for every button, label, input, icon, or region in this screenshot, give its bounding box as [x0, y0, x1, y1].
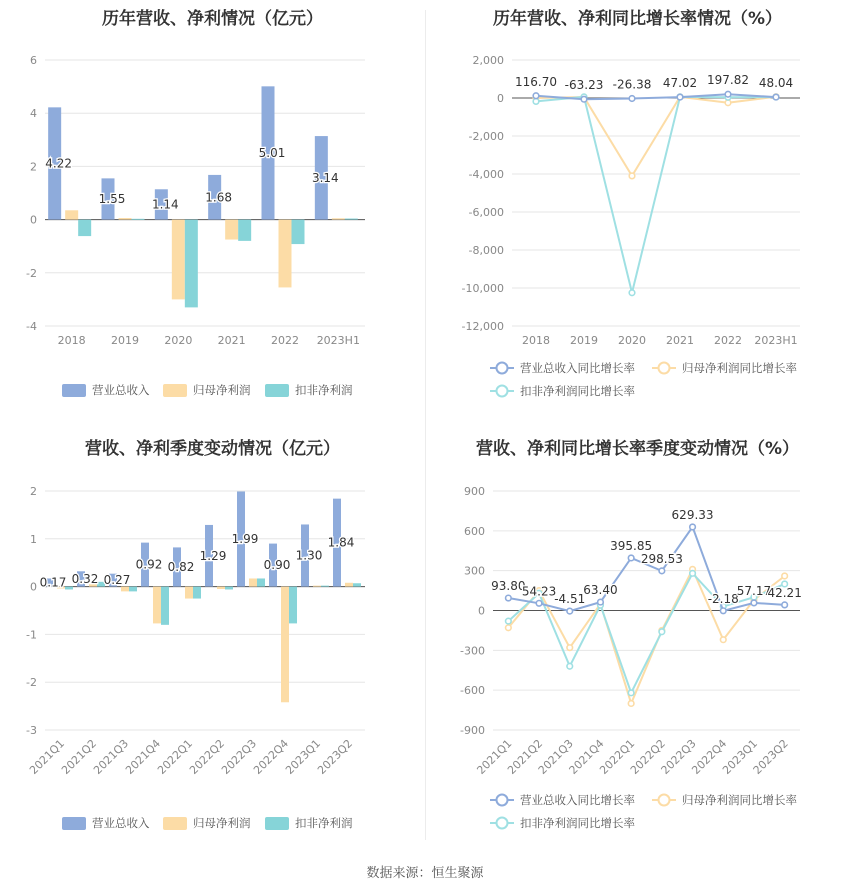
legend-marker: [659, 795, 670, 806]
x-tick-label: 2023H1: [316, 334, 360, 347]
bar-net-profit: [185, 587, 193, 599]
x-tick-label: 2021Q1: [27, 736, 68, 777]
quarterly-revenue-profit-panel: [0, 430, 425, 860]
series-point-0: [773, 94, 779, 100]
series-point-0: [677, 94, 683, 100]
series-point-0: [567, 608, 573, 614]
series-point-2: [506, 618, 512, 624]
line-value-label: 54.23: [521, 584, 557, 599]
line-value-label: -2.18: [707, 591, 739, 606]
x-tick-label: 2018: [57, 334, 86, 347]
y-tick-label: 0: [30, 580, 37, 594]
bar-value-label: 1.68: [205, 190, 233, 205]
quarterly-growth-panel: [425, 430, 850, 860]
series-point-0: [751, 600, 757, 606]
x-tick-label: 2022Q2: [187, 736, 228, 777]
y-tick-label: -6,000: [468, 206, 504, 219]
x-tick-label: 2018: [522, 334, 550, 347]
x-tick-label: 2023H1: [754, 334, 798, 347]
chart-title: 历年营收、净利情况（亿元）: [102, 9, 323, 29]
y-tick-label: 900: [464, 485, 485, 498]
legend-swatch: [163, 384, 187, 397]
x-tick-label: 2023Q2: [315, 736, 356, 777]
series-point-0: [782, 602, 788, 608]
x-tick-label: 2019: [111, 334, 139, 347]
legend-label: 扣非净利润: [295, 383, 353, 397]
series-point-1: [782, 573, 788, 579]
x-tick-label: 2022: [271, 334, 299, 347]
y-tick-label: 300: [464, 564, 485, 578]
quarterly-growth-chart: [425, 430, 850, 860]
y-tick-label: 0: [497, 92, 504, 105]
annual-growth-chart: [425, 0, 850, 430]
x-tick-label: 2021Q4: [566, 736, 607, 777]
bar-net-profit: [313, 586, 321, 587]
x-tick-label: 2022Q1: [155, 736, 196, 777]
quarterly-revenue-profit-chart: [0, 430, 425, 860]
series-point-0: [725, 91, 731, 97]
series-point-2: [690, 571, 696, 577]
line-value-label: 42.21: [767, 585, 802, 600]
series-point-0: [659, 568, 665, 574]
series-point-2: [533, 99, 539, 105]
bar-net-profit: [65, 210, 78, 219]
bar-deducted-profit: [225, 587, 233, 590]
bar-net-profit: [281, 587, 289, 703]
series-point-0: [581, 96, 587, 102]
y-tick-label: -1: [26, 628, 37, 642]
legend-label: 营业总收入: [92, 816, 150, 830]
x-tick-label: 2023Q1: [283, 736, 324, 777]
bar-net-profit: [172, 220, 185, 300]
legend-swatch: [265, 817, 289, 830]
x-tick-label: 2021Q3: [91, 736, 132, 777]
y-tick-label: 2: [30, 160, 37, 174]
y-tick-label: -12,000: [461, 320, 504, 333]
bar-net-profit: [121, 587, 129, 592]
line-value-label: -4.51: [554, 592, 586, 607]
annual-revenue-profit-chart: [0, 0, 425, 430]
legend-swatch: [62, 817, 86, 830]
x-tick-label: 2020: [618, 334, 646, 347]
x-tick-label: 2022Q3: [658, 736, 699, 777]
legend-marker: [497, 818, 508, 829]
chart-title: 历年营收、净利同比增长率情况（%）: [492, 9, 783, 29]
bar-deducted-profit: [353, 583, 361, 586]
bar-deducted-profit: [321, 586, 329, 587]
bar-deducted-profit: [292, 220, 305, 244]
bar-value-label: 0.90: [263, 558, 291, 573]
line-value-label: 298.53: [640, 551, 683, 566]
bar-net-profit: [345, 583, 353, 587]
y-tick-label: 4: [30, 107, 37, 121]
y-tick-label: -8,000: [468, 244, 504, 257]
legend-marker: [497, 386, 508, 397]
y-tick-label: -4: [26, 320, 37, 333]
x-tick-label: 2021Q4: [123, 736, 164, 777]
legend-swatch: [265, 384, 289, 397]
y-tick-label: 1: [30, 532, 37, 546]
series-point-2: [567, 663, 573, 669]
chart-title: 营收、净利季度变动情况（亿元）: [85, 439, 340, 459]
bar-value-label: 1.84: [327, 535, 355, 550]
series-point-1: [506, 625, 512, 631]
x-tick-label: 2022Q2: [627, 736, 668, 777]
legend-label: 营业总收入同比增长率: [520, 361, 635, 375]
series-point-0: [533, 93, 539, 99]
y-tick-label: -2,000: [468, 130, 504, 143]
bar-deducted-profit: [238, 220, 251, 241]
legend-label: 归母净利润: [193, 383, 251, 397]
line-value-label: 116.70: [515, 74, 557, 89]
legend-marker: [497, 795, 508, 806]
chart-title: 营收、净利同比增长率季度变动情况（%）: [475, 439, 800, 459]
bar-net-profit: [119, 218, 132, 220]
series-point-1: [628, 701, 634, 707]
series-point-2: [659, 629, 665, 635]
bar-net-profit: [279, 220, 292, 288]
line-value-label: 63.40: [583, 583, 618, 598]
y-tick-label: 0: [30, 213, 37, 227]
x-tick-label: 2022: [714, 334, 742, 347]
bar-deducted-profit: [345, 219, 358, 220]
x-tick-label: 2023Q1: [720, 736, 761, 777]
bar-value-label: 1.30: [295, 548, 323, 563]
series-point-0: [536, 600, 542, 606]
data-source-label: 数据来源：恒生聚源: [366, 866, 484, 881]
legend-label: 扣非净利润同比增长率: [520, 816, 635, 830]
bar-value-label: 0.92: [135, 557, 163, 572]
bar-value-label: 1.55: [98, 191, 126, 206]
series-point-1: [629, 173, 635, 179]
bar-value-label: 1.99: [231, 532, 259, 547]
x-tick-label: 2021Q2: [505, 736, 546, 777]
x-tick-label: 2021Q2: [59, 736, 100, 777]
bar-deducted-profit: [129, 587, 137, 592]
bar-net-profit: [249, 578, 257, 586]
y-tick-label: 2: [30, 485, 37, 498]
bar-value-label: 3.14: [311, 170, 339, 185]
x-tick-label: 2022Q3: [219, 736, 260, 777]
legend-label: 归母净利润: [193, 816, 251, 830]
legend-label: 扣非净利润同比增长率: [520, 384, 635, 398]
bar-value-label: 4.22: [45, 156, 73, 171]
legend-marker: [659, 363, 670, 374]
bar-value-label: 0.82: [167, 560, 195, 575]
series-point-0: [690, 524, 696, 530]
bar-deducted-profit: [289, 587, 297, 624]
bar-value-label: 0.17: [39, 575, 67, 590]
series-point-1: [567, 645, 573, 651]
annual-growth-panel: [425, 0, 850, 430]
legend-label: 扣非净利润: [295, 816, 353, 830]
y-tick-label: -3: [26, 724, 37, 737]
series-point-0: [628, 555, 634, 561]
bar-value-label: 0.27: [103, 573, 131, 588]
series-point-1: [720, 637, 726, 643]
annual-revenue-profit-panel: [0, 0, 425, 430]
x-tick-label: 2021: [666, 334, 694, 347]
series-point-2: [628, 690, 634, 696]
bar-value-label: 5.01: [258, 145, 286, 160]
x-tick-label: 2021Q1: [474, 736, 515, 777]
y-tick-label: -600: [460, 684, 485, 698]
bar-deducted-profit: [161, 587, 169, 625]
line-value-label: 197.82: [707, 73, 749, 88]
bar-deducted-profit: [132, 219, 145, 220]
bar-value-label: 0.32: [71, 571, 99, 586]
series-point-0: [598, 599, 604, 605]
y-tick-label: -900: [460, 724, 485, 737]
line-value-label: -26.38: [612, 77, 652, 92]
y-tick-label: -10,000: [461, 282, 504, 295]
line-value-label: 57.17: [736, 583, 772, 598]
legend-label: 营业总收入同比增长率: [520, 793, 635, 807]
y-tick-label: -2: [26, 676, 37, 690]
x-tick-label: 2022Q1: [597, 736, 638, 777]
line-value-label: 47.02: [662, 76, 698, 91]
bar-net-profit: [153, 587, 161, 624]
bar-value-label: 1.29: [199, 548, 227, 563]
bar-deducted-profit: [193, 587, 201, 599]
line-value-label: -63.23: [564, 78, 604, 93]
bar-deducted-profit: [185, 220, 198, 308]
y-tick-label: -4,000: [468, 168, 504, 181]
legend-label: 归母净利润同比增长率: [682, 793, 797, 807]
line-value-label: 629.33: [671, 507, 714, 522]
panel-divider: [425, 10, 426, 840]
legend-label: 归母净利润同比增长率: [682, 361, 797, 375]
x-tick-label: 2022Q4: [689, 736, 730, 777]
y-tick-label: 2,000: [472, 54, 504, 67]
line-value-label: 93.80: [491, 579, 526, 594]
bar-net-profit: [217, 587, 225, 589]
bar-net-profit: [225, 220, 238, 240]
y-tick-label: 6: [30, 54, 37, 67]
bar-net-profit: [332, 218, 345, 219]
series-point-0: [629, 96, 635, 102]
y-tick-label: -2: [26, 266, 37, 280]
x-tick-label: 2022Q4: [251, 736, 292, 777]
bar-value-label: 1.14: [151, 197, 179, 212]
series-line-2: [536, 97, 776, 293]
series-point-0: [720, 608, 726, 614]
y-tick-label: 600: [464, 524, 485, 538]
x-tick-label: 2021: [217, 334, 246, 347]
legend-swatch: [163, 817, 187, 830]
legend-marker: [497, 363, 508, 374]
bar-deducted-profit: [78, 220, 91, 236]
line-value-label: 48.04: [758, 76, 794, 91]
x-tick-label: 2021Q3: [535, 736, 576, 777]
x-tick-label: 2023Q2: [750, 736, 791, 777]
x-tick-label: 2020: [164, 334, 193, 347]
bar-deducted-profit: [257, 578, 265, 586]
line-value-label: 395.85: [610, 538, 653, 553]
series-point-2: [629, 290, 635, 296]
y-tick-label: -300: [460, 644, 485, 658]
legend-label: 营业总收入: [92, 383, 150, 397]
legend-swatch: [62, 384, 86, 397]
x-tick-label: 2019: [570, 334, 598, 347]
y-tick-label: 0: [478, 604, 485, 618]
series-point-0: [506, 595, 512, 601]
